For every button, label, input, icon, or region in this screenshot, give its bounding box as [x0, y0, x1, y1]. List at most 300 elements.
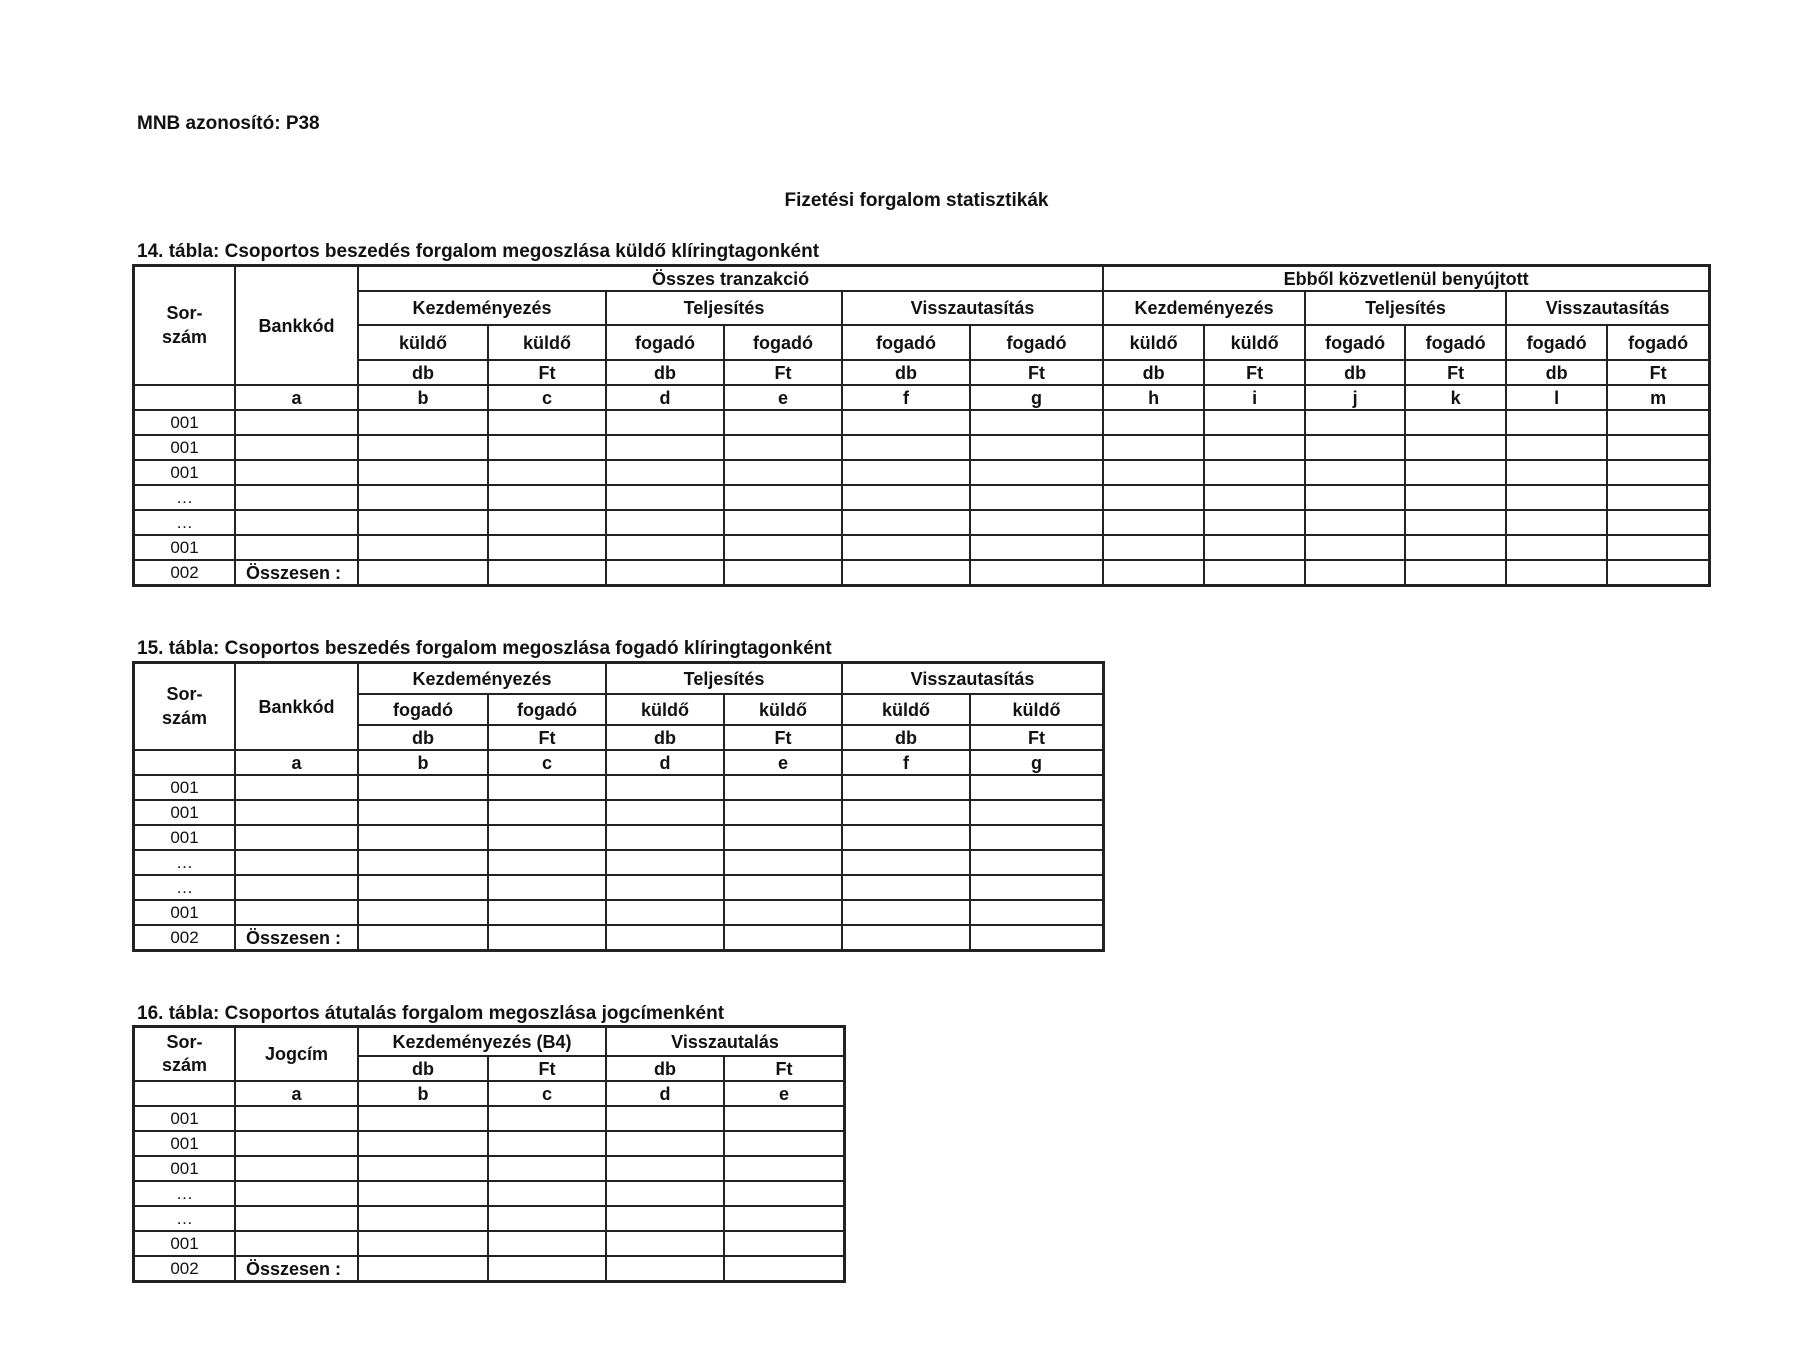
column-letter: g [970, 750, 1103, 775]
row-number: 001 [134, 1231, 235, 1256]
data-cell [1204, 485, 1305, 510]
subgroup-row [134, 291, 1709, 325]
row-label-cell [235, 800, 358, 825]
unit-header: db [1305, 360, 1405, 385]
role-header: fogadó [488, 694, 606, 725]
column-letter: g [970, 385, 1103, 410]
data-cell [1204, 560, 1305, 585]
column-letter: k [1405, 385, 1506, 410]
data-cell [1607, 460, 1709, 485]
role-header: küldő [358, 325, 488, 360]
data-cell [606, 875, 724, 900]
data-cell [724, 1231, 844, 1256]
data-cell [606, 1131, 724, 1156]
data-cell [842, 925, 970, 950]
row-label-cell [235, 1181, 358, 1206]
sorszam-line1: Sor- [166, 684, 203, 705]
jogcim-header: Jogcím [235, 1027, 358, 1081]
row-number: … [134, 1181, 235, 1206]
data-cell [1305, 510, 1405, 535]
data-cell [358, 850, 488, 875]
sorszam-line2: szám [161, 1055, 208, 1075]
data-cell [724, 485, 842, 510]
data-cell [488, 485, 606, 510]
data-cell [358, 510, 488, 535]
subgroup-header: Kezdeményezés [358, 663, 606, 694]
row-number: 001 [134, 1156, 235, 1181]
column-letter: f [842, 750, 970, 775]
data-cell [488, 560, 606, 585]
data-cell [970, 875, 1103, 900]
total-label: Összesen : [235, 925, 358, 950]
letter-row [134, 385, 1709, 410]
table-row [134, 460, 1709, 485]
data-cell [724, 1156, 844, 1181]
data-cell [724, 1131, 844, 1156]
data-cell [1506, 560, 1607, 585]
data-cell [842, 560, 970, 585]
data-cell [1305, 485, 1405, 510]
data-cell [606, 1231, 724, 1256]
data-cell [488, 460, 606, 485]
column-letter: f [842, 385, 970, 410]
unit-header: Ft [488, 360, 606, 385]
data-cell [358, 1131, 488, 1156]
data-cell [606, 800, 724, 825]
data-cell [488, 510, 606, 535]
data-cell [606, 1206, 724, 1231]
column-letter: a [235, 1081, 358, 1106]
role-header: küldő [970, 694, 1103, 725]
data-cell [358, 435, 488, 460]
data-cell [488, 535, 606, 560]
row-label-cell [235, 825, 358, 850]
column-letter: d [606, 750, 724, 775]
table-row [134, 1206, 844, 1231]
data-cell [724, 1181, 844, 1206]
column-letter: j [1305, 385, 1405, 410]
data-cell [970, 825, 1103, 850]
data-cell [1506, 485, 1607, 510]
data-cell [970, 800, 1103, 825]
data-cell [724, 1206, 844, 1231]
bankkod-header: Bankkód [235, 266, 358, 385]
letter-row [134, 1081, 844, 1106]
unit-header: db [358, 360, 488, 385]
table-15-caption: 15. tábla: Csoportos beszedés forgalom megoszlása fogadó klíringtagonként [137, 638, 832, 659]
data-cell [724, 800, 842, 825]
column-letter: d [606, 1081, 724, 1106]
data-cell [1405, 485, 1506, 510]
table-row [134, 410, 1709, 435]
data-cell [1204, 510, 1305, 535]
data-cell [358, 875, 488, 900]
sorszam-line1: Sor- [166, 1031, 203, 1052]
data-cell [1305, 460, 1405, 485]
row-label-cell [235, 510, 358, 535]
row-number: 002 [134, 1256, 235, 1281]
data-cell [970, 435, 1103, 460]
unit-header: db [842, 360, 970, 385]
role-header: küldő [488, 325, 606, 360]
data-cell [1103, 435, 1204, 460]
column-letter: a [235, 750, 358, 775]
total-label: Összesen : [235, 560, 358, 585]
role-header: fogadó [1506, 325, 1607, 360]
empty-cell [134, 385, 235, 410]
column-letter: d [606, 385, 724, 410]
data-cell [724, 535, 842, 560]
row-label-cell [235, 875, 358, 900]
unit-header: db [358, 725, 488, 750]
data-cell [970, 900, 1103, 925]
data-cell [1305, 410, 1405, 435]
data-cell [358, 560, 488, 585]
table-row [134, 800, 1103, 825]
subgroup-header: Teljesítés [606, 663, 842, 694]
subgroup-header: Visszautasítás [842, 291, 1103, 325]
data-cell [724, 510, 842, 535]
row-number: 001 [134, 410, 235, 435]
subgroup-header: Kezdeményezés (B4) [358, 1027, 606, 1056]
bankkod-header: Bankkód [235, 663, 358, 750]
data-cell [1103, 535, 1204, 560]
data-cell [488, 1156, 606, 1181]
data-cell [488, 775, 606, 800]
data-cell [606, 850, 724, 875]
data-cell [488, 900, 606, 925]
data-cell [1204, 535, 1305, 560]
data-cell [842, 485, 970, 510]
table-row [134, 825, 1103, 850]
table-row [134, 900, 1103, 925]
table-16 [133, 1026, 845, 1282]
table-row [134, 485, 1709, 510]
unit-header: db [842, 725, 970, 750]
sorszam-header [134, 663, 235, 750]
row-label-cell [235, 1131, 358, 1156]
row-number: 001 [134, 775, 235, 800]
page-title: Fizetési forgalom statisztikák [784, 190, 1049, 211]
data-cell [1506, 410, 1607, 435]
subgroup-header: Visszautasítás [842, 663, 1103, 694]
data-cell [358, 900, 488, 925]
role-header: küldő [1103, 325, 1204, 360]
total-label: Összesen : [235, 1256, 358, 1281]
row-number: 002 [134, 560, 235, 585]
data-cell [606, 560, 724, 585]
data-cell [606, 925, 724, 950]
table-row [134, 1231, 844, 1256]
row-label-cell [235, 435, 358, 460]
unit-header: Ft [488, 725, 606, 750]
table-row [134, 850, 1103, 875]
data-cell [606, 1181, 724, 1206]
data-cell [606, 485, 724, 510]
table-row [134, 1156, 844, 1181]
row-number: 001 [134, 535, 235, 560]
data-cell [488, 1206, 606, 1231]
unit-header: Ft [724, 360, 842, 385]
data-cell [1204, 460, 1305, 485]
data-cell [358, 460, 488, 485]
role-header: küldő [724, 694, 842, 725]
role-header: fogadó [358, 694, 488, 725]
subgroup-header: Teljesítés [1305, 291, 1506, 325]
data-cell [724, 850, 842, 875]
column-letter: i [1204, 385, 1305, 410]
data-cell [1204, 435, 1305, 460]
column-letter: b [358, 1081, 488, 1106]
unit-header: db [606, 360, 724, 385]
data-cell [1506, 535, 1607, 560]
data-cell [1506, 510, 1607, 535]
sorszam-line1: Sor- [166, 303, 203, 324]
data-cell [488, 1231, 606, 1256]
column-letter: c [488, 385, 606, 410]
data-cell [606, 1106, 724, 1131]
data-cell [724, 1106, 844, 1131]
row-label-cell [235, 1156, 358, 1181]
data-cell [724, 925, 842, 950]
column-letter: h [1103, 385, 1204, 410]
data-cell [1103, 460, 1204, 485]
table-row [134, 1131, 844, 1156]
subgroup-header: Teljesítés [606, 291, 842, 325]
unit-header: Ft [724, 725, 842, 750]
row-label-cell [235, 1231, 358, 1256]
row-label-cell [235, 1206, 358, 1231]
data-cell [606, 1256, 724, 1281]
subgroup-header: Kezdeményezés [358, 291, 606, 325]
column-letter: e [724, 385, 842, 410]
data-cell [724, 1256, 844, 1281]
data-cell [488, 1131, 606, 1156]
data-cell [970, 535, 1103, 560]
data-cell [842, 410, 970, 435]
table-15 [133, 662, 1104, 951]
data-cell [970, 410, 1103, 435]
data-cell [488, 435, 606, 460]
data-cell [1103, 510, 1204, 535]
data-cell [606, 775, 724, 800]
role-header: küldő [842, 694, 970, 725]
unit-header: Ft [1204, 360, 1305, 385]
row-number: … [134, 510, 235, 535]
row-number: 001 [134, 460, 235, 485]
unit-header: Ft [724, 1056, 844, 1081]
table-row [134, 1106, 844, 1131]
data-cell [358, 1156, 488, 1181]
column-letter: b [358, 750, 488, 775]
data-cell [724, 460, 842, 485]
data-cell [1305, 535, 1405, 560]
row-label-cell [235, 410, 358, 435]
row-number: 001 [134, 825, 235, 850]
column-letter: e [724, 1081, 844, 1106]
data-cell [1405, 460, 1506, 485]
data-cell [970, 925, 1103, 950]
data-cell [1607, 485, 1709, 510]
column-letter: c [488, 750, 606, 775]
row-label-cell [235, 460, 358, 485]
row-number: 001 [134, 900, 235, 925]
unit-header: db [606, 725, 724, 750]
sorszam-line2: szám [161, 326, 208, 347]
data-cell [970, 510, 1103, 535]
data-cell [606, 460, 724, 485]
data-cell [1607, 410, 1709, 435]
role-row [134, 325, 1709, 360]
table-row [134, 1181, 844, 1206]
unit-header: db [1506, 360, 1607, 385]
data-cell [488, 410, 606, 435]
data-cell [358, 1231, 488, 1256]
row-number: 001 [134, 800, 235, 825]
table-16-caption: 16. tábla: Csoportos átutalás forgalom megoszlása jogcímenként [137, 1003, 725, 1024]
role-header: fogadó [1405, 325, 1506, 360]
data-cell [606, 825, 724, 850]
role-header: fogadó [842, 325, 970, 360]
data-cell [1607, 510, 1709, 535]
data-cell [488, 1256, 606, 1281]
data-cell [488, 1106, 606, 1131]
table-14 [133, 265, 1710, 586]
data-cell [1405, 410, 1506, 435]
data-cell [970, 560, 1103, 585]
table-row [134, 535, 1709, 560]
data-cell [724, 875, 842, 900]
data-cell [842, 435, 970, 460]
data-cell [358, 485, 488, 510]
data-cell [1103, 410, 1204, 435]
data-cell [1405, 535, 1506, 560]
data-cell [724, 775, 842, 800]
row-label-cell [235, 900, 358, 925]
empty-cell [134, 750, 235, 775]
unit-header: Ft [970, 360, 1103, 385]
data-cell [358, 775, 488, 800]
row-label-cell [235, 775, 358, 800]
subgroup-header: Visszautalás [606, 1027, 844, 1056]
column-letter: c [488, 1081, 606, 1106]
data-cell [842, 460, 970, 485]
role-header: fogadó [1607, 325, 1709, 360]
column-letter: m [1607, 385, 1709, 410]
data-cell [488, 875, 606, 900]
data-cell [358, 535, 488, 560]
data-cell [358, 1206, 488, 1231]
data-cell [724, 560, 842, 585]
data-cell [488, 825, 606, 850]
data-cell [1103, 560, 1204, 585]
data-cell [358, 1181, 488, 1206]
row-label-cell [235, 535, 358, 560]
data-cell [970, 775, 1103, 800]
data-cell [606, 535, 724, 560]
unit-header: Ft [970, 725, 1103, 750]
data-cell [842, 510, 970, 535]
column-letter: l [1506, 385, 1607, 410]
sorszam-header [134, 1027, 235, 1081]
column-letter: e [724, 750, 842, 775]
data-cell [488, 850, 606, 875]
data-cell [842, 775, 970, 800]
subgroup-header: Kezdeményezés [1103, 291, 1305, 325]
role-header: fogadó [1305, 325, 1405, 360]
data-cell [606, 435, 724, 460]
data-cell [842, 850, 970, 875]
data-cell [606, 410, 724, 435]
letter-row [134, 750, 1103, 775]
group-kozvetlenul-benyujtott: Ebből közvetlenül benyújtott [1103, 266, 1709, 291]
data-cell [606, 510, 724, 535]
table-row [134, 775, 1103, 800]
sorszam-header [134, 266, 235, 385]
data-cell [724, 900, 842, 925]
data-cell [1305, 560, 1405, 585]
unit-header: Ft [488, 1056, 606, 1081]
role-header: küldő [606, 694, 724, 725]
row-number: … [134, 485, 235, 510]
column-letter: b [358, 385, 488, 410]
data-cell [358, 1106, 488, 1131]
role-header: küldő [1204, 325, 1305, 360]
data-cell [358, 825, 488, 850]
data-cell [1405, 510, 1506, 535]
row-number: 002 [134, 925, 235, 950]
data-cell [842, 825, 970, 850]
data-cell [488, 925, 606, 950]
data-cell [606, 1156, 724, 1181]
unit-header: db [1103, 360, 1204, 385]
row-label-cell [235, 850, 358, 875]
role-header: fogadó [606, 325, 724, 360]
data-cell [1506, 435, 1607, 460]
data-cell [358, 925, 488, 950]
data-cell [358, 800, 488, 825]
data-cell [724, 410, 842, 435]
row-number: … [134, 875, 235, 900]
table-14-caption: 14. tábla: Csoportos beszedés forgalom megoszlása küldő klíringtagonként [137, 241, 820, 262]
table-row [134, 560, 1709, 585]
role-header: fogadó [724, 325, 842, 360]
row-number: … [134, 850, 235, 875]
unit-header: Ft [1405, 360, 1506, 385]
table-row [134, 875, 1103, 900]
role-header: fogadó [970, 325, 1103, 360]
data-cell [488, 800, 606, 825]
row-number: … [134, 1206, 235, 1231]
table-row [134, 435, 1709, 460]
data-cell [970, 460, 1103, 485]
data-cell [970, 850, 1103, 875]
table-row [134, 1256, 844, 1281]
empty-cell [134, 1081, 235, 1106]
data-cell [842, 535, 970, 560]
row-label-cell [235, 1106, 358, 1131]
data-cell [1305, 435, 1405, 460]
data-cell [1607, 435, 1709, 460]
data-cell [488, 1181, 606, 1206]
column-letter: a [235, 385, 358, 410]
subgroup-header: Visszautasítás [1506, 291, 1709, 325]
data-cell [1204, 410, 1305, 435]
data-cell [1506, 460, 1607, 485]
row-number: 001 [134, 1131, 235, 1156]
unit-header: db [358, 1056, 488, 1081]
unit-row [134, 360, 1709, 385]
